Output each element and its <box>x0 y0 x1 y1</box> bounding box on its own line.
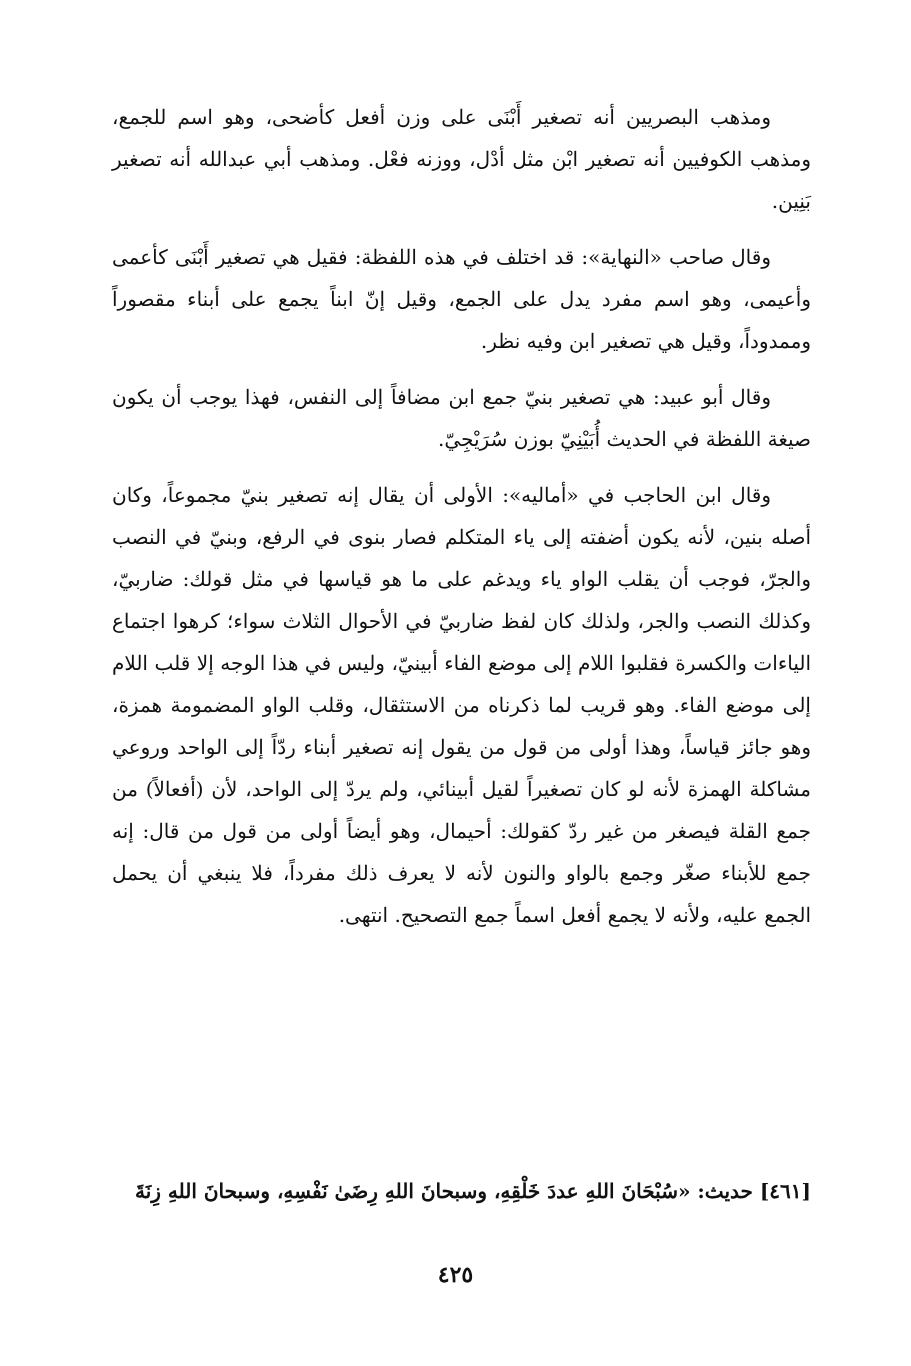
main-text <box>112 96 811 936</box>
paragraph-abu-ubaid-quote: وقال أبو عبيد: هي تصغير بنيّ جمع ابن مضافاً إلى النفس، فهذا يوجب أن يكون صيغة اللفظة في الحديث أُبَيْنِيّ بوزن سُرَيْجِيّ. <box>112 385 811 451</box>
paragraph-basrian-view: ومذهب البصريين أنه تصغير أَبْنَى على وزن أفعل كأضحى، وهو اسم للجمع، ومذهب الكوفيين أنه تصغير ابْن مثل أدْل، ووزنه فعْل. ومذهب أبي عبدالله أنه تصغير بَنِين. <box>112 105 811 213</box>
hadith-heading: [٤٦١] حديث: «سُبْحَانَ اللهِ عددَ خَلْقِهِ، وسبحانَ اللهِ رِضَىٰ نَفْسِهِ، وسبحانَ اللهِ زِنَةَ <box>135 1179 811 1203</box>
paragraph-nihaya-quote: وقال صاحب «النهاية»: قد اختلف في هذه اللفظة: فقيل هي تصغير أَبْنَى كأعمى وأعيمى، وهو اسم مفرد يدل على الجمع، وقيل إنّ ابناً يجمع على أبناء مقصوراً وممدوداً، وقيل هي تصغير ابن وفيه نظر. <box>112 245 811 353</box>
page-number: ٤٢٥ <box>437 1262 474 1288</box>
paragraph-ibn-hajib-quote: وقال ابن الحاجب في «أماليه»: الأولى أن يقال إنه تصغير بنيّ مجموعاً، وكان أصله بنين، لأنه يكون أضفته إلى ياء المتكلم فصار بنوى في الرفع، وبنيّ في النصب والجرّ، فوجب أن يقلب الواو ياء ويدغم على ما هو قياسها في مثل قولك: ضاربيّ، وكذلك النصب والجر، ولذلك كان لفظ ضاربيّ في الأحوال الثلاث سواء؛ كرهوا اجتماع الياءات والكسرة فقلبوا اللام إلى موضع الفاء أبينيّ، وليس في هذا الوجه إلا قلب اللام إلى موضع الفاء. وهو قريب لما ذكرناه من الاستثقال، وقلب الواو المضمومة همزة، وهو جائز قياساً، وهذا أولى من قول من يقول إنه تصغير أبناء ردّاً إلى الواحد وروعي مشاكلة الهمزة لأنه لو كان تصغيراً لقيل أبينائي، ولم يردّ إلى الواحد، لأن (أفعالاً) من جمع القلة فيصغر من غير ردّ كقولك: أحيمال، وهو أيضاً أولى من قول من قال: إنه جمع للأبناء صغّر وجمع بالواو والنون لأنه لا يعرف ذلك مفرداً، فلا ينبغي أن يحمل الجمع عليه، ولأنه لا يجمع أفعل اسماً جمع التصحيح. انتهى. <box>112 483 811 927</box>
